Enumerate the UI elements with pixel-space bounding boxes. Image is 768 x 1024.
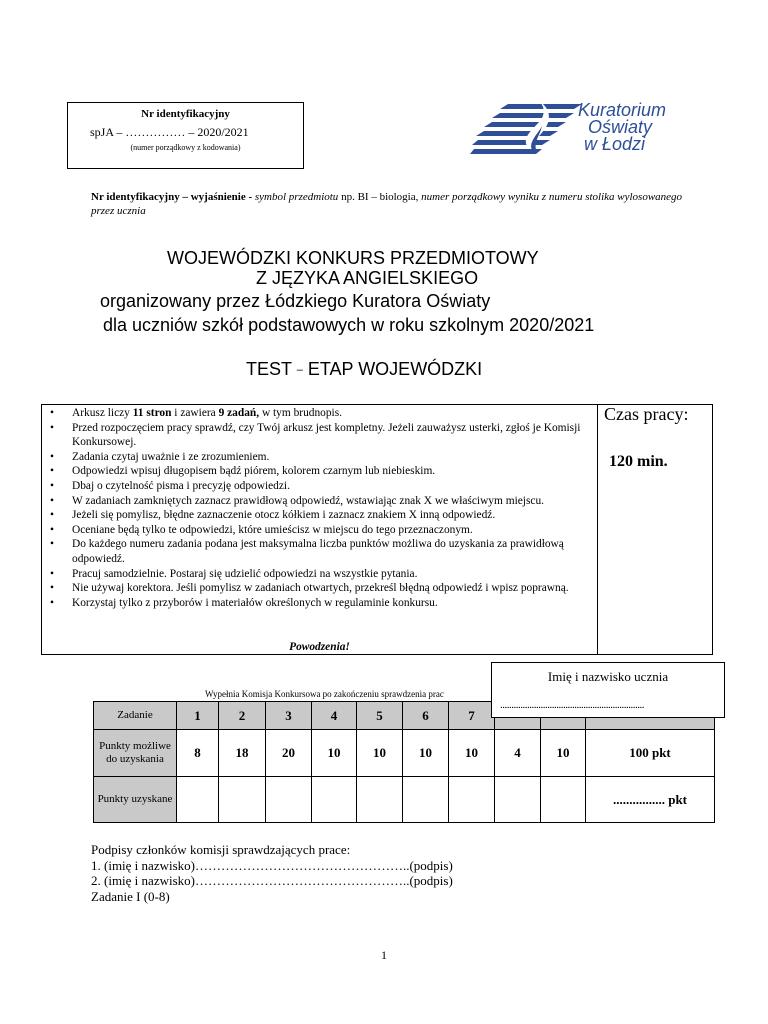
id-explanation <box>91 190 691 218</box>
rule-item: • Pracuj samodzielnie. Postaraj się udzielić odpowiedzi na wszystkie pytania. <box>46 567 594 582</box>
task-number: 2 <box>219 702 266 730</box>
rule-item: • Nie używaj korektora. Jeśli pomylisz w zadaniach otwartych, przekreśl błędną odpowiedź i wpisz poprawną. <box>46 581 594 596</box>
contest-organizer: organizowany przez Łódzkiego Kuratora Oświaty <box>100 291 491 311</box>
id-number-box <box>67 102 304 169</box>
student-name-box[interactable] <box>491 662 725 718</box>
max-points-cell: 20 <box>266 730 312 777</box>
explanation-symbol: symbol przedmiotu <box>254 191 339 203</box>
contest-audience: dla uczniów szkół podstawowych w roku szkolnym 2020/2021 <box>103 315 595 335</box>
obtained-points-cell[interactable] <box>177 777 219 823</box>
task-number: 4 <box>312 702 357 730</box>
test-stage-heading <box>246 359 482 380</box>
signature-line-1[interactable]: 1. (imię i nazwisko)…………………………………………..(podpis) <box>91 857 453 873</box>
logo-text-line-3: w Łodzi <box>584 134 646 154</box>
task-row-label: Zadanie <box>94 702 177 730</box>
logo-emblem-icon <box>470 100 590 158</box>
obtained-points-cell[interactable] <box>312 777 357 823</box>
task-number: 7 <box>449 702 495 730</box>
rule-item: • W zadaniach zamkniętych zaznacz prawidłową odpowiedź, wstawiając znak X we właściwym miejscu. <box>46 494 594 509</box>
max-points-cell: 10 <box>403 730 449 777</box>
task-number: 5 <box>357 702 403 730</box>
stage-label: ETAP WOJEWÓDZKI <box>307 359 483 379</box>
rule-item: • Korzystaj tylko z przyborów i materiałów określonych w regulaminie konkursu. <box>46 596 594 611</box>
logo-text-line-1: Kuratorium <box>578 100 667 120</box>
obtained-points-cell[interactable] <box>357 777 403 823</box>
rules-divider <box>597 405 598 654</box>
max-points-cell: 8 <box>177 730 219 777</box>
good-luck-text: Powodzenia! <box>289 641 350 653</box>
score-table <box>93 701 715 823</box>
rule-item: • Przed rozpoczęciem pracy sprawdź, czy Twój arkusz jest kompletny. Jeżeli zauważysz usterki, zgłoś je Komisji Konkursowej. <box>46 421 594 450</box>
signatures-title: Podpisy członków komisji sprawdzających prace: <box>91 842 351 857</box>
student-name-field[interactable]: ................................................................ <box>500 699 644 711</box>
rule-item: • Do każdego numeru zadania podana jest maksymalna liczba punktów możliwa do uzyskania za prawidłową odpowiedź. <box>46 537 594 566</box>
explanation-number: numer porządkowy wyniku z numeru stolika wylosowanego przez ucznia <box>91 191 683 217</box>
obtained-points-cell[interactable] <box>266 777 312 823</box>
obtained-points-cell[interactable] <box>449 777 495 823</box>
score-table-note: Wypełnia Komisja Konkursowa po zakończeniu sprawdzenia prac <box>205 689 444 699</box>
page-number: 1 <box>381 948 387 962</box>
rule-item: • Zadania czytaj uważnie i ze zrozumieniem. <box>46 450 594 465</box>
time-value: 120 min. <box>609 453 668 470</box>
rules-list <box>46 406 594 610</box>
contest-subject: Z JĘZYKA ANGIELSKIEGO <box>256 268 479 288</box>
time-label: Czas pracy: <box>604 404 689 424</box>
max-points-cell: 10 <box>312 730 357 777</box>
signatures-section <box>91 842 453 904</box>
max-points-cell: 18 <box>219 730 266 777</box>
obtained-points-cell[interactable] <box>541 777 586 823</box>
max-points-cell: 10 <box>449 730 495 777</box>
logo-text-line-2: Oświaty <box>588 117 653 137</box>
explanation-example: np. BI – biologia, <box>338 191 422 203</box>
max-points-cell: 10 <box>541 730 586 777</box>
max-points-row-label: Punkty możliwe do uzyskania <box>94 730 177 777</box>
explanation-lead: Nr identyfikacyjny – wyjaśnienie - <box>91 191 255 203</box>
task-heading: Zadanie I (0-8) <box>91 888 170 904</box>
rule-item: • Dbaj o czytelność pisma i precyzję odpowiedzi. <box>46 479 594 494</box>
obtained-points-cell[interactable] <box>495 777 541 823</box>
obtained-points-total[interactable]: ................ pkt <box>586 777 715 823</box>
signature-line-2[interactable]: 2. (imię i nazwisko)…………………………………………..(podpis) <box>91 873 453 888</box>
rules-box <box>41 404 713 655</box>
id-number-note: (numer porządkowy z kodowania) <box>130 143 241 152</box>
rule-item: • Odpowiedzi wpisuj długopisem bądź piórem, kolorem czarnym lub niebieskim. <box>46 464 594 479</box>
max-points-total: 100 pkt <box>586 730 715 777</box>
max-points-cell: 10 <box>357 730 403 777</box>
task-number: 3 <box>266 702 312 730</box>
student-name-label: Imię i nazwisko ucznia <box>547 669 669 684</box>
kuratorium-logo <box>470 100 685 158</box>
max-points-cell: 4 <box>495 730 541 777</box>
rule-item: • Oceniane będą tylko te odpowiedzi, które umieścisz w miejscu do tego przeznaczonym. <box>46 523 594 538</box>
test-label: TEST <box>246 359 292 379</box>
test-dash: – <box>296 364 303 376</box>
task-number: 6 <box>403 702 449 730</box>
id-number-label: Nr identyfikacyjny <box>141 108 230 120</box>
rule-item: • Jeżeli się pomylisz, błędne zaznaczenie otocz kółkiem i zaznacz znakiem X inną odpowiedź. <box>46 508 594 523</box>
id-number-code: spJA – …………… – 2020/2021 <box>90 125 249 139</box>
obtained-points-cell[interactable] <box>219 777 266 823</box>
contest-title: WOJEWÓDZKI KONKURS PRZEDMIOTOWY <box>167 248 539 268</box>
task-number: 1 <box>177 702 219 730</box>
obtained-points-cell[interactable] <box>403 777 449 823</box>
obtained-points-row-label: Punkty uzyskane <box>94 777 177 823</box>
rule-item: • Arkusz liczy 11 stron i zawiera 9 zadań, w tym brudnopis. <box>46 406 594 421</box>
